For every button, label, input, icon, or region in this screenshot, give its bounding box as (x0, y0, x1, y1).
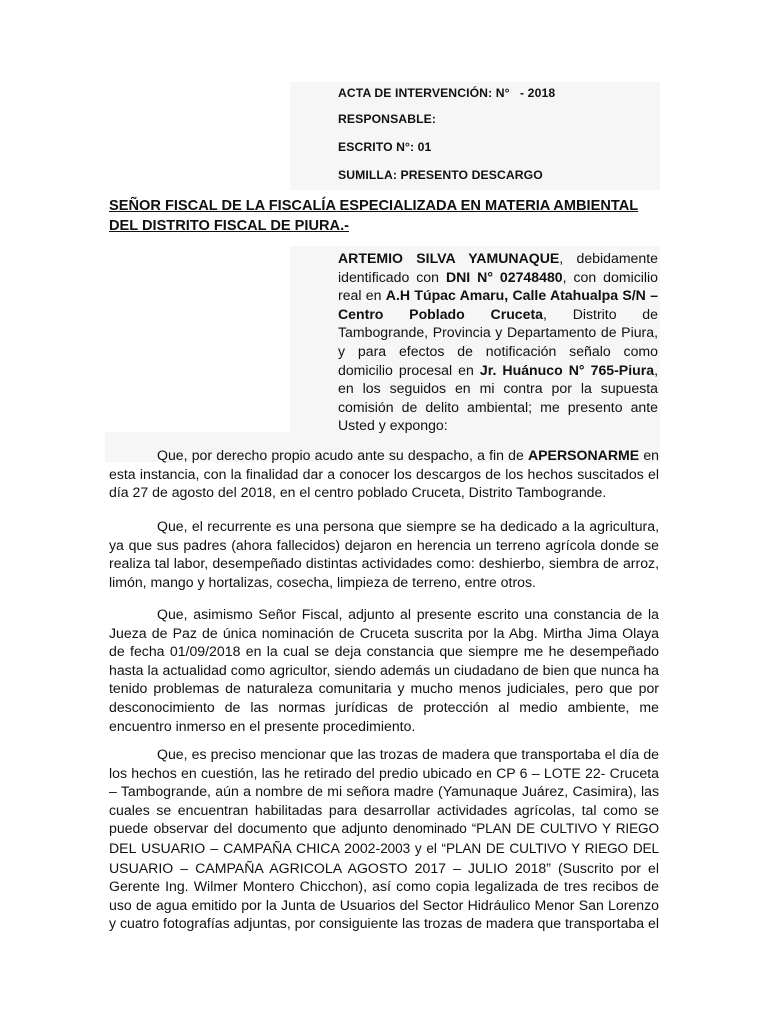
procesal-address: Jr. Huánuco N° 765-Piura (479, 361, 655, 378)
p4-text-c: USUARIO – CAMPAÑA AGRICOLA AGOSTO 2017 – JULIO 2018” (Suscrito por el Gerente Ing. Wilmer Montero Chicchon), así como copia legalizada de tres recibos de uso de agua emitido por la Junta de Usuarios del Sector Hidráulico Menor San Lorenzo y cuatro fotografías adjuntas, por consiguiente las trozas de madera que transportaba el (109, 859, 659, 932)
intro-text-4: , en los seguidos en mi contra por la supuesta comisión de delito ambiental; me presento ante Usted y expongo: (338, 361, 658, 434)
acta-intervencion-line: ACTA DE INTERVENCIÓN: N° - 2018 (338, 86, 556, 100)
p4-alt-font-2: 2003 y el “PLAN DE CULTIVO Y RIEGO DEL (380, 840, 659, 856)
p3-text: Que, asimismo Señor Fiscal, adjunto al presente escrito una constancia de la Jueza de Paz de única nominación de Cruceta suscrita por la Abg. Mirtha Jima Olaya de fecha 01/09/2018 en la cual se deja constancia que siempre me he desempeñado hasta la actualidad como agricultor, siendo además un ciudadano de bien que nunca ha tenido problemas de naturaleza comunitaria y mucho menos judiciales, pero que por desconocimiento de las normas jurídicas de protección al medio ambiente, me encuentro inmerso en el presente procedimiento. (109, 606, 659, 734)
paragraph-agricultura (109, 517, 659, 591)
sumilla-line: SUMILLA: PRESENTO DESCARGO (338, 168, 543, 182)
p2-text: Que, el recurrente es una persona que siempre se ha dedicado a la agricultura, ya que sus padres (ahora fallecidos) dejaron en herencia un terreno agrícola donde se realiza tal labor, desempeñado distintas actividades como: deshierbo, siembra de arroz, limón, mango y hortalizas, cosecha, limpieza de terreno, entre otros. (109, 518, 659, 590)
real-address: A.H Túpac Amaru, Calle Atahualpa S/N – Centro Poblado Cruceta (338, 287, 658, 322)
p1-text-b: en esta instancia, con la finalidad dar a conocer los descargos de los hechos suscitados el día 27 de agosto del 2018, en el centro poblado Cruceta, Distrito Tambogrande. (109, 447, 660, 501)
responsable-line: RESPONSABLE: (338, 112, 437, 126)
paragraph-trozas-madera (109, 745, 659, 933)
intro-text-1: , debidamente identificado con (338, 250, 658, 285)
p1-text-a: Que, por derecho propio acudo ante su despacho, a fin de (157, 447, 528, 463)
intro-text-2: , con domicilio real en (338, 268, 659, 304)
p4-text-b: DEL USUARIO – CAMPAÑA CHICA 2002- (109, 839, 381, 856)
p4-text-a: Que, es preciso mencionar que las trozas de madera que transportaba el día de los hechos en cuestión, las he retirado del predio ubicado en CP 6 – LOTE 22- Cruceta – Tambogrande, aún a nombre de mi señora madre (Yamunaque Juárez, Casimira), las cuales se encuentran habilitadas para desarrollar actividades agrícolas, tal como se puede observar del documento que adjunto (109, 746, 659, 837)
intro-paragraph (338, 249, 658, 435)
escrito-line: ESCRITO N°: 01 (338, 140, 432, 154)
paragraph-constancia (109, 605, 659, 735)
p1-bold: APERSONARME (527, 447, 640, 463)
dni-number: DNI N° 02748480 (445, 268, 563, 285)
p4-alt-font-1: denominado “PLAN DE CULTIVO Y RIEGO (392, 821, 660, 837)
paragraph-apersonarme (109, 446, 659, 502)
intro-text-3: , Distrito de Tambogrande, Provincia y Departamento de Piura, y para efectos de notificación señalo como domicilio procesal en (338, 305, 658, 378)
petitioner-name: ARTEMIO SILVA YAMUNAQUE (338, 250, 560, 266)
addressee-title: SEÑOR FISCAL DE LA FISCALÍA ESPECIALIZADA EN MATERIA AMBIENTAL DEL DISTRITO FISCAL DE PIURA.- (109, 198, 639, 234)
